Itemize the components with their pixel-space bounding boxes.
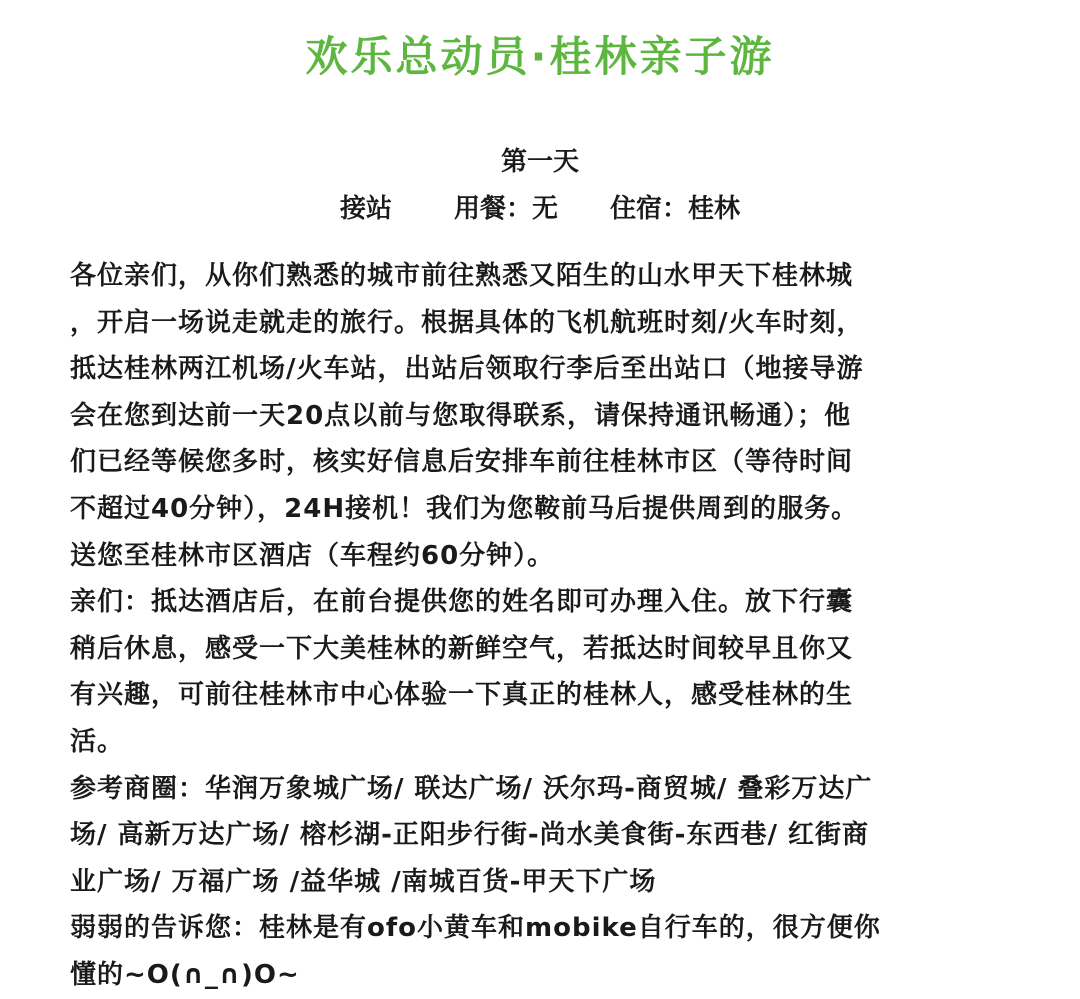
body-line: 不超过40分钟），24H接机！我们为您鞍前马后提供周到的服务。 <box>70 493 859 524</box>
body-line: 场/ 高新万达广场/ 榕杉湖-正阳步行街-尚水美食街-东西巷/ 红街商 <box>70 820 870 851</box>
day-heading: 第一天 <box>500 147 579 177</box>
day-meta <box>0 190 1080 228</box>
meals-label: 用餐：无 <box>453 194 558 224</box>
body-line: 懂的~O(∩_∩)O~ <box>70 959 300 990</box>
body-line: 送您至桂林市区酒店（车程约60分钟）。 <box>70 540 555 571</box>
body-line: 参考商圈：华润万象城广场/ 联达广场/ 沃尔玛-商贸城/ 叠彩万达广 <box>70 773 873 804</box>
pickup-label: 接站 <box>339 194 392 224</box>
body-line: 亲们：抵达酒店后，在前台提供您的姓名即可办理入住。放下行囊 <box>70 587 854 618</box>
body-line: 业广场/ 万福广场 /益华城 /南城百货-甲天下广场 <box>70 866 657 897</box>
page-title: 欢乐总动员·桂林亲子游 <box>305 32 775 81</box>
body-line: 弱弱的告诉您：桂林是有ofo小黄车和mobike自行车的，很方便你 <box>70 913 881 944</box>
body-line: ，开启一场说走就走的旅行。根据具体的飞机航班时刻/火车时刻， <box>70 307 864 338</box>
body-line: 抵达桂林两江机场/火车站，出站后领取行李后至出站口（地接导游 <box>70 354 864 385</box>
body-line: 有兴趣，可前往桂林市中心体验一下真正的桂林人，感受桂林的生 <box>70 680 854 711</box>
body-line: 稍后休息，感受一下大美桂林的新鲜空气，若抵达时间较早且你又 <box>70 633 854 664</box>
lodging-label: 住宿：桂林 <box>610 194 741 224</box>
body-line: 们已经等候您多时，核实好信息后安排车前往桂林市区（等待时间 <box>70 447 854 478</box>
body-line: 活。 <box>70 726 125 757</box>
body-line: 会在您到达前一天20点以前与您取得联系，请保持通讯畅通）；他 <box>70 400 852 431</box>
itinerary-body <box>70 253 1060 999</box>
body-line: 各位亲们，从你们熟悉的城市前往熟悉又陌生的山水甲天下桂林城 <box>70 261 854 291</box>
